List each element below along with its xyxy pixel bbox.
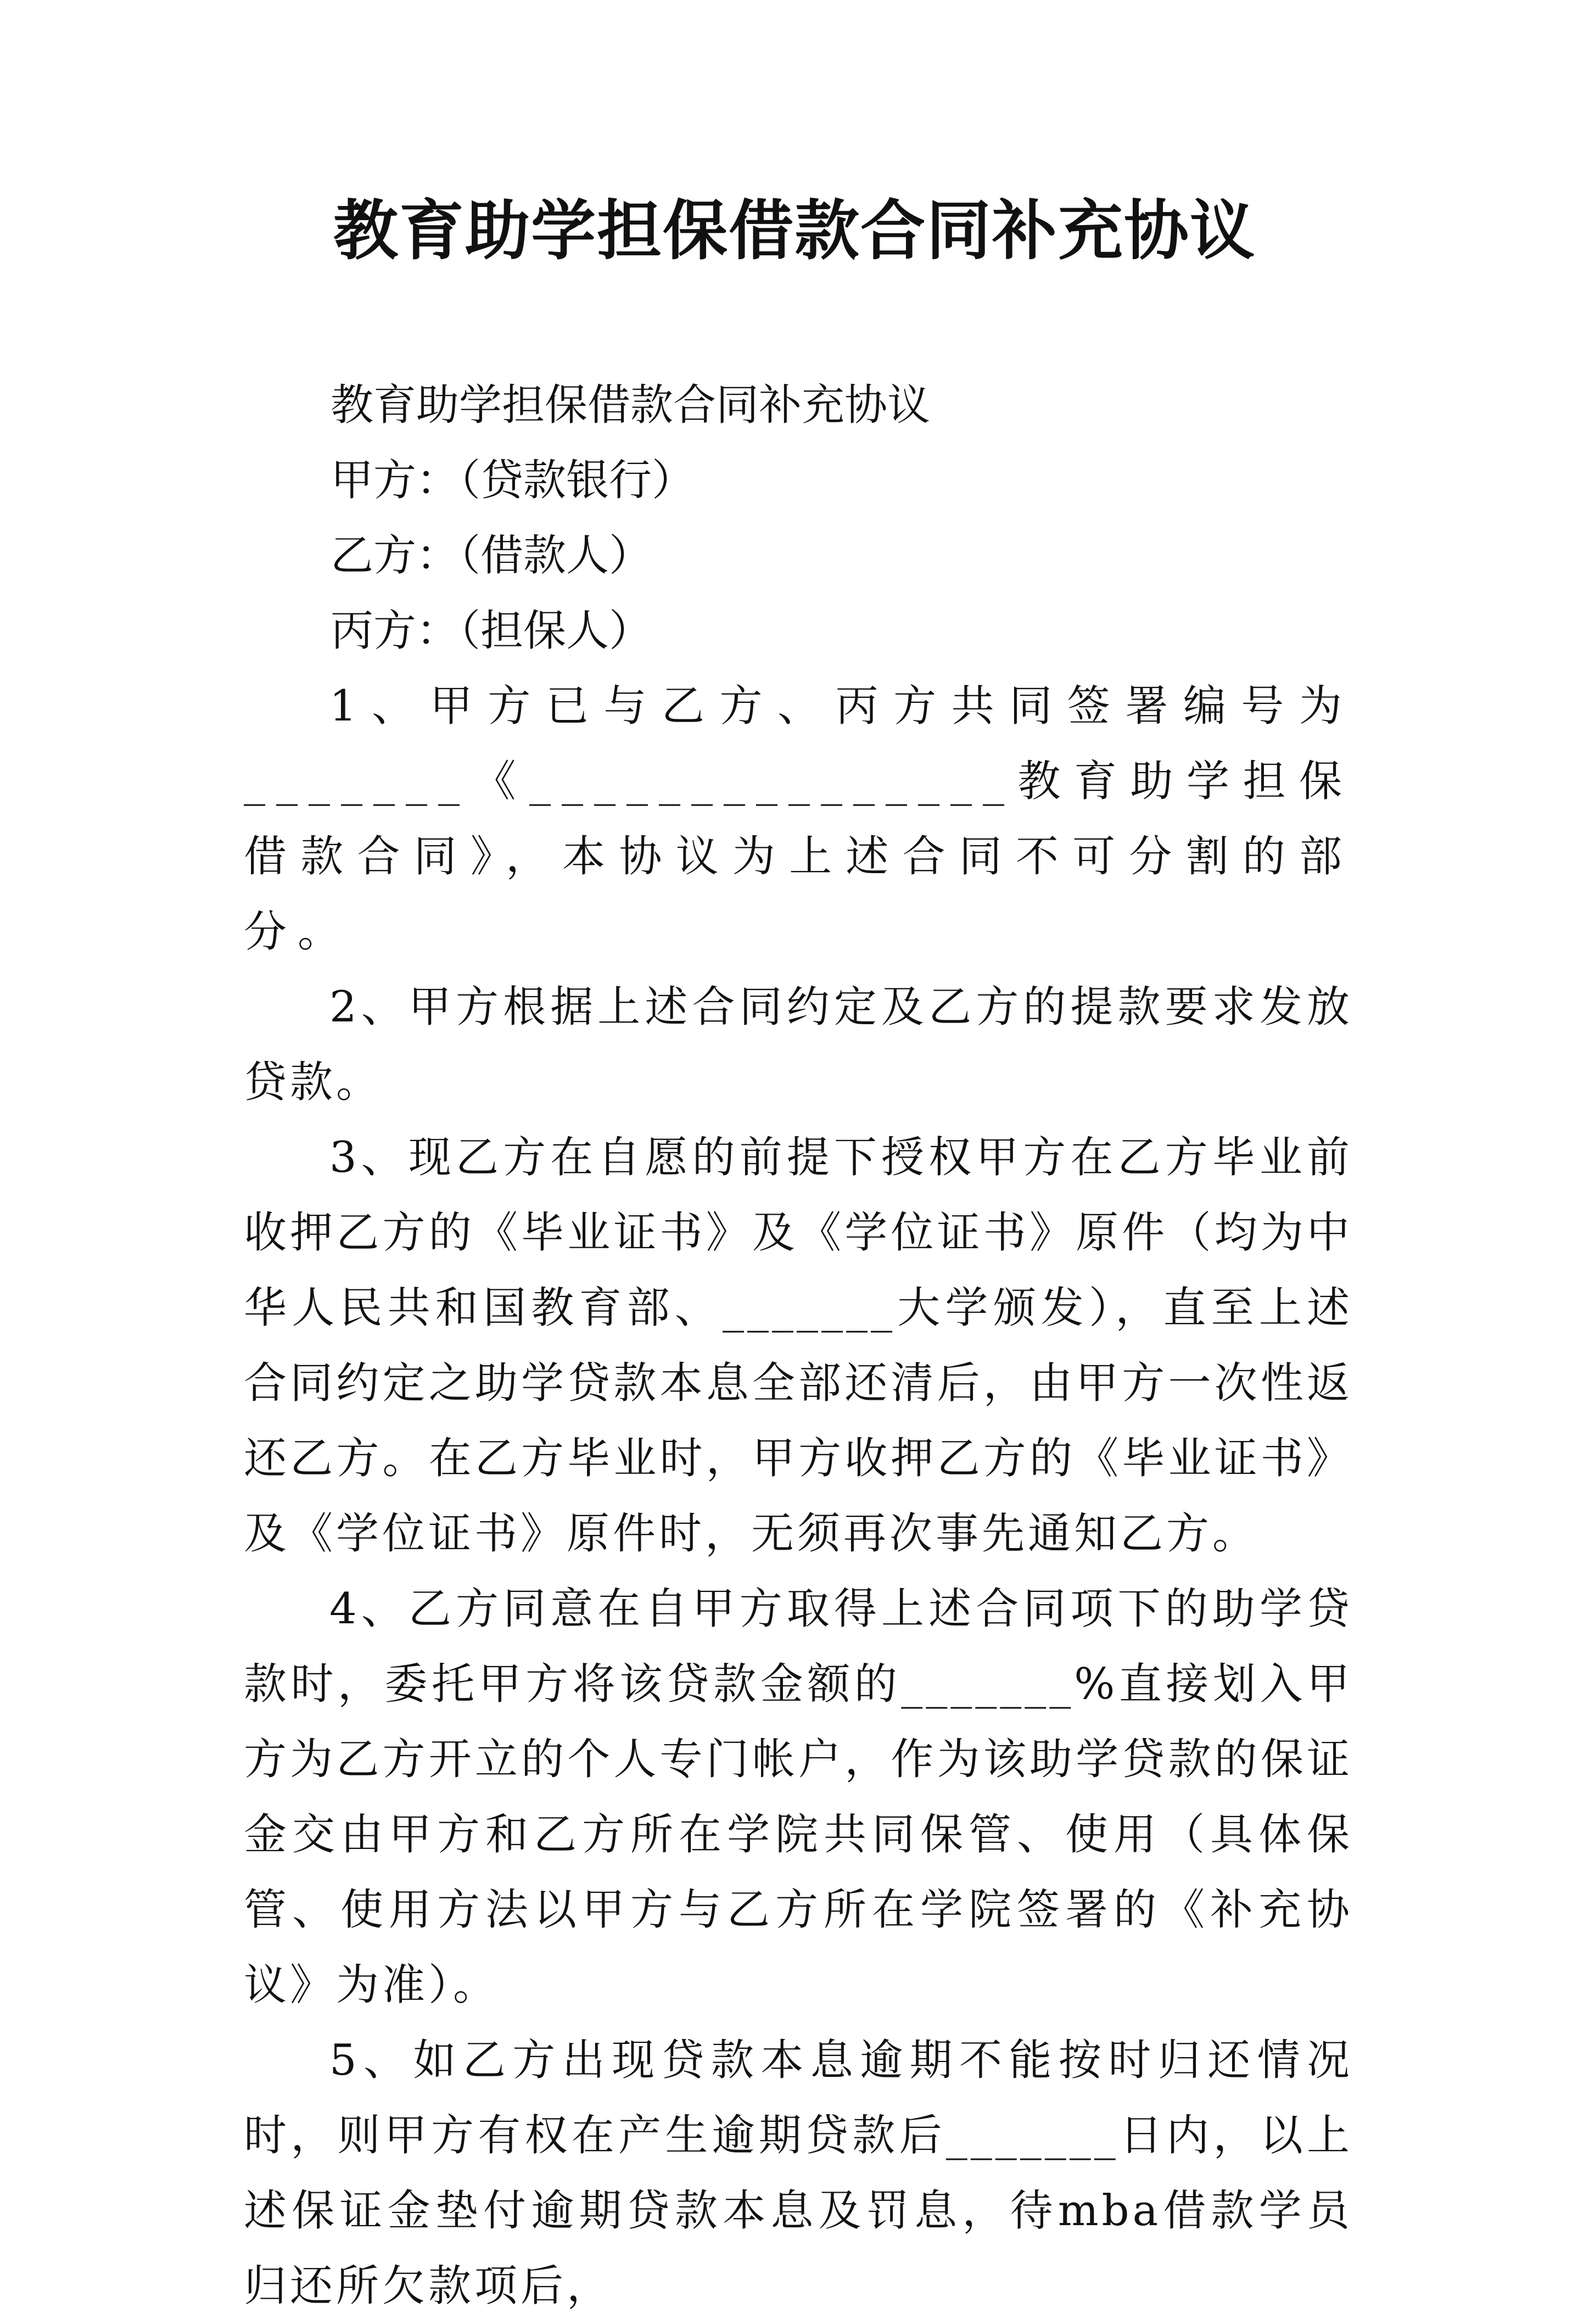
clause-5: 5、如乙方出现贷款本息逾期不能按时归还情况时，则甲方有权在产生逾期贷款后_______日内，以上述保证金垫付逾期贷款本息及罚息，待mba借款学员归还所欠款项后，: [244, 2036, 1353, 2311]
subtitle-line: 教育助学担保借款合同补充协议: [331, 381, 931, 430]
document-body: [244, 368, 1353, 2324]
party-a-line: 甲方：（贷款银行）: [331, 456, 695, 505]
clause-1: 1、甲方已与乙方、丙方共同签署编号为_______《_______________教育助学担保借款合同》，本协议为上述合同不可分割的部分。: [244, 681, 1353, 957]
party-c-line: 丙方：（担保人）: [331, 606, 652, 656]
document-title: 教育助学担保借款合同补充协议: [333, 192, 1256, 269]
clause-3: 3、现乙方在自愿的前提下授权甲方在乙方毕业前收押乙方的《毕业证书》及《学位证书》原件（均为中华人民共和国教育部、_______大学颁发），直至上述合同约定之助学贷款本息全部还清后，由甲方一次性返还乙方。在乙方毕业时，甲方收押乙方的《毕业证书》及《学位证书》原件时，无须再次事先通知乙方。: [244, 1133, 1353, 1558]
clause-2: 2、甲方根据上述合同约定及乙方的提款要求发放贷款。: [244, 982, 1353, 1107]
party-b-line: 乙方：（借款人）: [331, 531, 652, 580]
clause-4: 4、乙方同意在自甲方取得上述合同项下的助学贷款时，委托甲方将该贷款金额的_______%直接划入甲方为乙方开立的个人专门帐户，作为该助学贷款的保证金交由甲方和乙方所在学院共同保管、使用（具体保管、使用方法以甲方与乙方所在学院签署的《补充协议》为准）。: [244, 1584, 1353, 2010]
